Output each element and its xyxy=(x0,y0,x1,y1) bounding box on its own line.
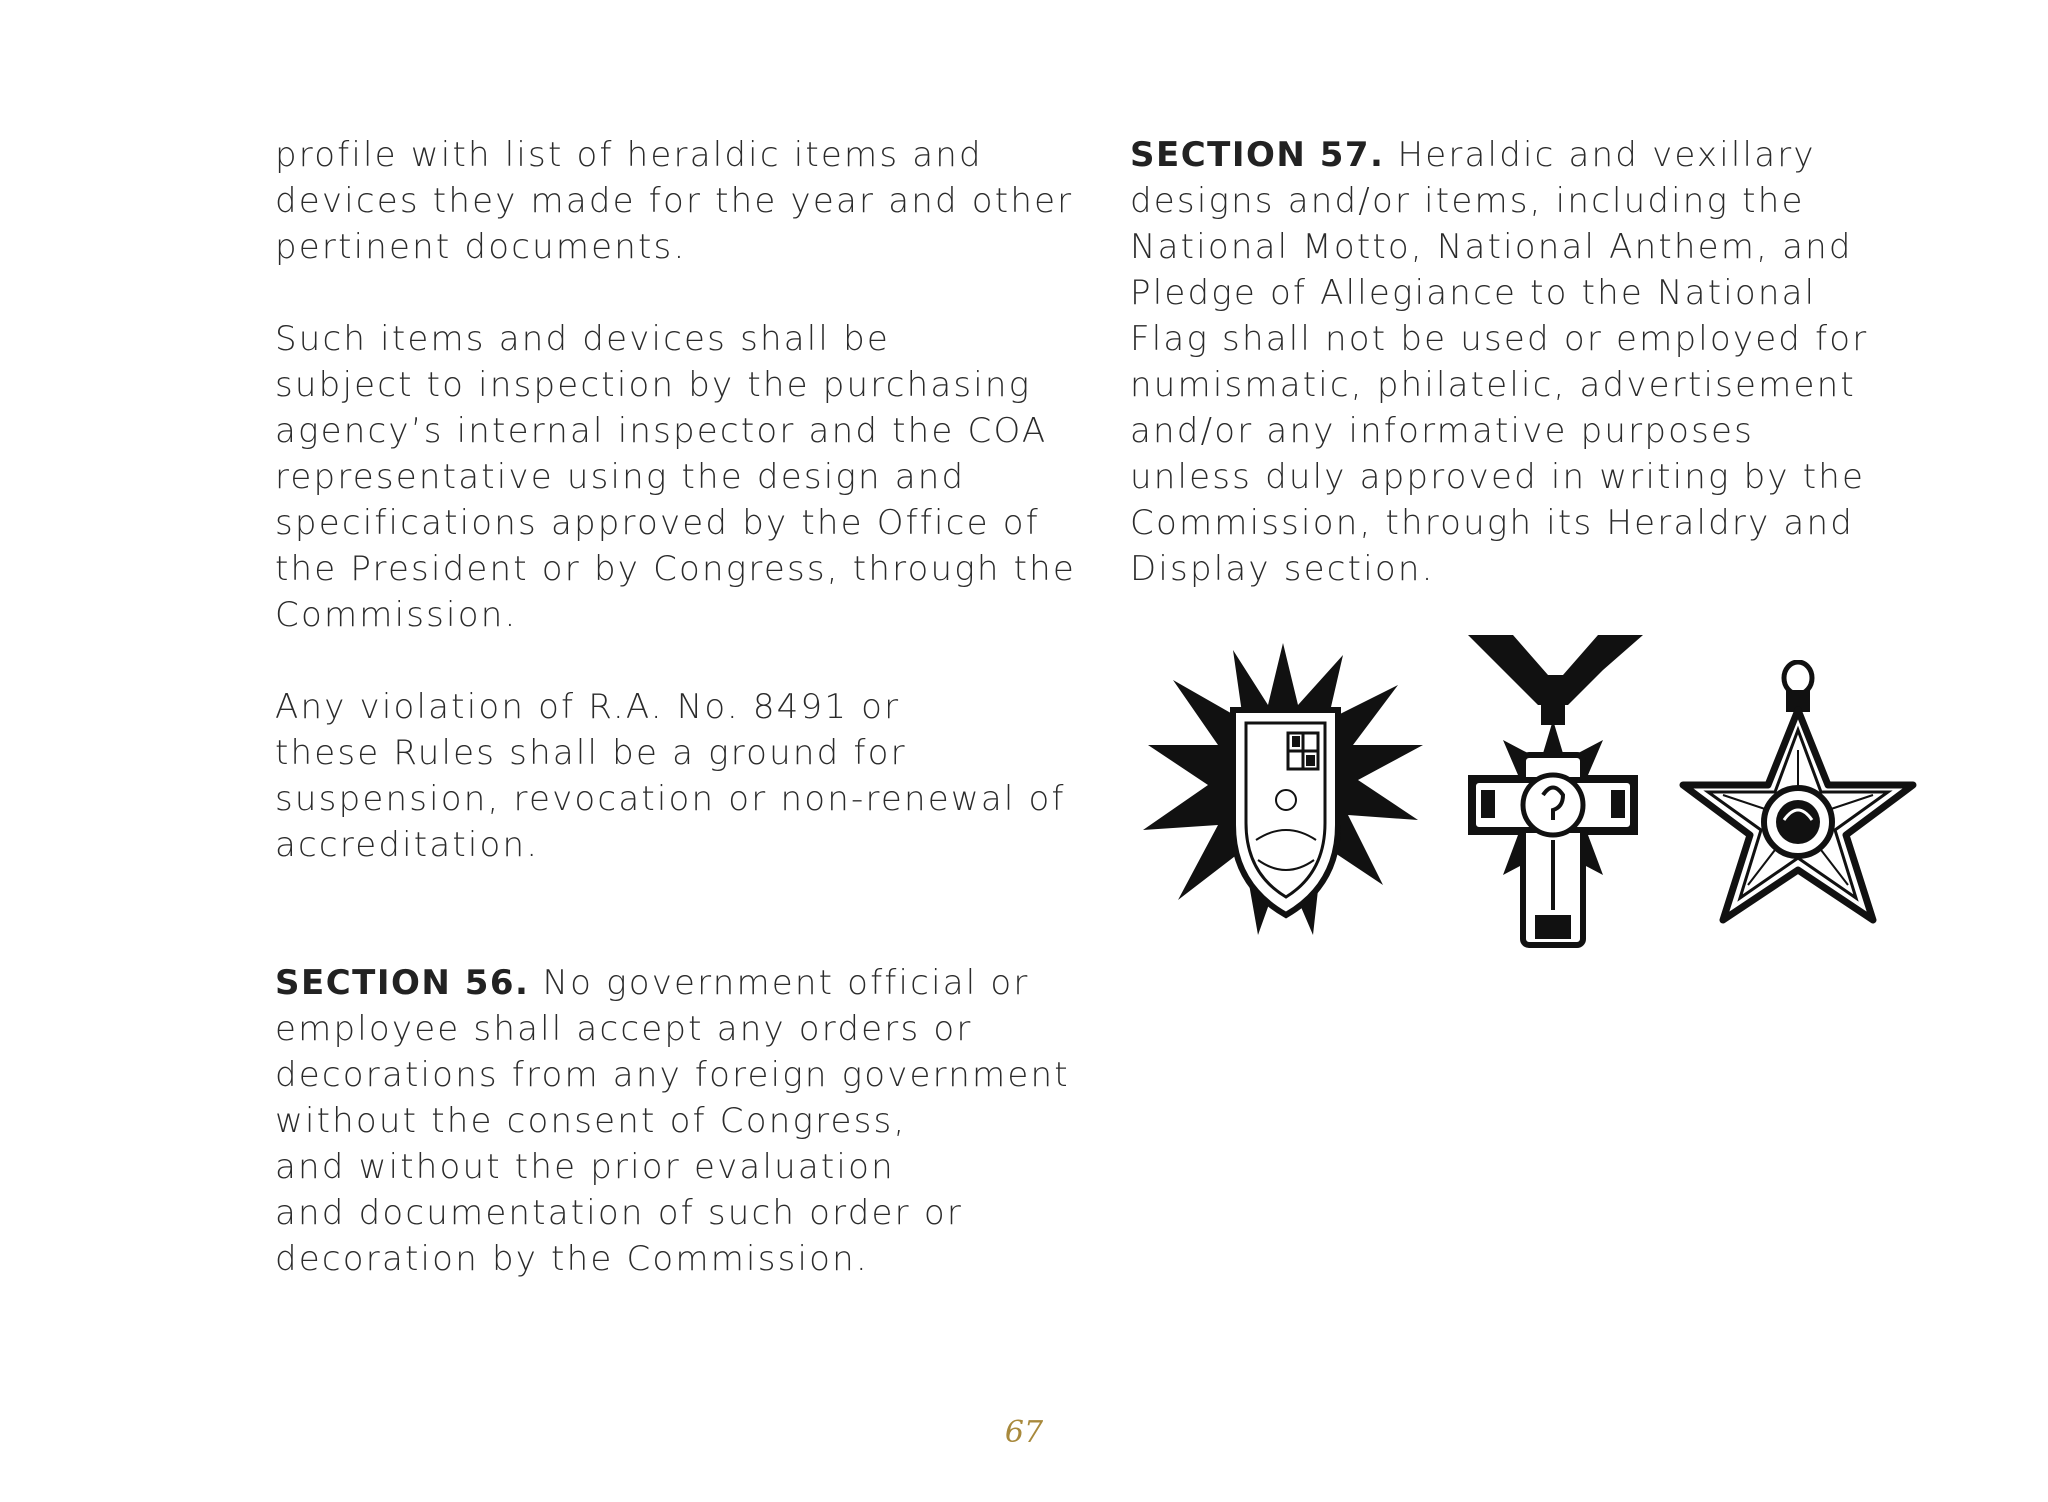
text-line: Commission, through its Heraldry and xyxy=(1130,503,1854,543)
section-57-first-line xyxy=(1130,132,1910,178)
section-57-first-line-text: Heraldic and vexillary xyxy=(1384,135,1816,175)
text-line: Commission. xyxy=(275,595,518,635)
section-57 xyxy=(1130,132,1910,592)
text-line: and without the prior evaluation xyxy=(275,1147,895,1187)
text-line: accreditation. xyxy=(275,825,540,865)
text-line: Any violation of R.A. No. 8491 or xyxy=(275,687,901,727)
text-line: pertinent documents. xyxy=(275,227,687,267)
text-line: without the consent of Congress, xyxy=(275,1101,907,1141)
text-line: and documentation of such order or xyxy=(275,1193,964,1233)
text-line: the President or by Congress, through the xyxy=(275,549,1077,589)
text-line: employee shall accept any orders or xyxy=(275,1009,973,1049)
medals-illustration xyxy=(1128,635,1918,955)
text-line: National Motto, National Anthem, and xyxy=(1130,227,1853,267)
text-line: Such items and devices shall be xyxy=(275,319,890,359)
text-line: suspension, revocation or non-renewal of xyxy=(275,779,1066,819)
text-line: specifications approved by the Office of xyxy=(275,503,1040,543)
left-column xyxy=(275,132,1077,1282)
section-56-heading: SECTION 56. xyxy=(275,963,530,1003)
section-56-first-line-text: No government official or xyxy=(529,963,1030,1003)
paragraph-inspection xyxy=(275,316,1077,638)
star-medal-icon xyxy=(1678,660,1918,950)
text-line: Pledge of Allegiance to the National xyxy=(1130,273,1817,313)
text-line: these Rules shall be a ground for xyxy=(275,733,907,773)
text-line: agency’s internal inspector and the COA xyxy=(275,411,1048,451)
section-56-first-line xyxy=(275,960,1065,1006)
section-56 xyxy=(275,960,1070,1282)
text-line: devices they made for the year and other xyxy=(275,181,1074,221)
paragraph-violation xyxy=(275,684,1065,868)
text-line: decoration by the Commission. xyxy=(275,1239,869,1279)
cross-medal-icon xyxy=(1453,635,1653,955)
text-line: numismatic, philatelic, advertisement xyxy=(1130,365,1856,405)
section-57-heading: SECTION 57. xyxy=(1130,135,1385,175)
text-line: decorations from any foreign government xyxy=(275,1055,1070,1095)
right-column xyxy=(1130,132,1910,592)
text-line: designs and/or items, including the xyxy=(1130,181,1805,221)
paragraph-profile xyxy=(275,132,1074,270)
text-line: Flag shall not be used or employed for xyxy=(1130,319,1869,359)
text-line: unless duly approved in writing by the xyxy=(1130,457,1866,497)
text-line: representative using the design and xyxy=(275,457,966,497)
text-line: Display section. xyxy=(1130,549,1435,589)
text-line: and/or any informative purposes xyxy=(1130,411,1755,451)
shield-medal-icon xyxy=(1138,635,1428,945)
text-line: subject to inspection by the purchasing xyxy=(275,365,1032,405)
page-number: 67 xyxy=(1004,1415,1044,1450)
text-line: profile with list of heraldic items and xyxy=(275,135,983,175)
